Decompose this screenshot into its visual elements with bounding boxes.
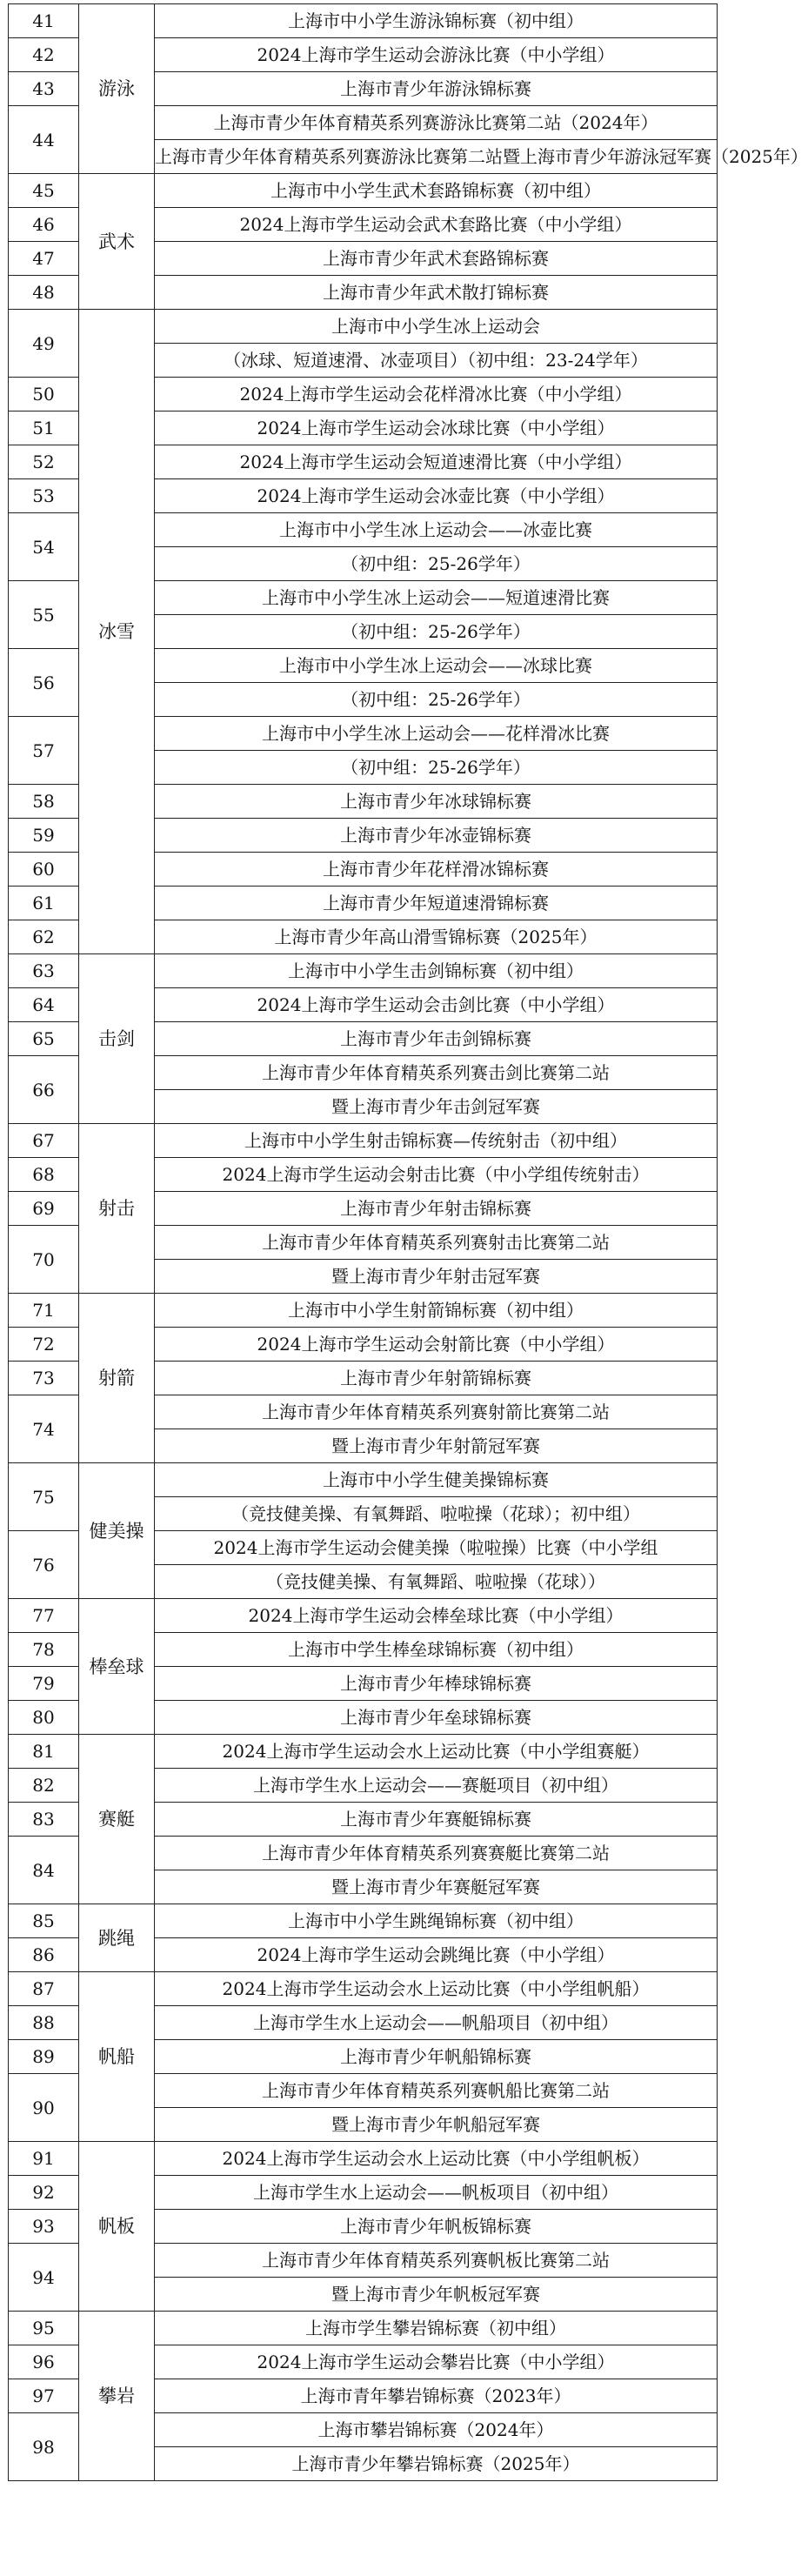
row-number: 55 <box>9 581 79 649</box>
row-number: 63 <box>9 954 79 988</box>
competition-table <box>8 3 808 2481</box>
sport-category: 棒垒球 <box>79 1599 155 1735</box>
competition-name: 2024上海市学生运动会水上运动比赛（中小学组赛艇） <box>155 1735 718 1769</box>
row-number: 62 <box>9 920 79 954</box>
row-number: 74 <box>9 1395 79 1463</box>
competition-name: 上海市中小学生冰上运动会——冰壶比赛 <box>155 513 718 547</box>
row-number: 69 <box>9 1192 79 1226</box>
row-number: 54 <box>9 513 79 581</box>
row-number: 68 <box>9 1158 79 1192</box>
competition-name: （竞技健美操、有氧舞蹈、啦啦操（花球）） <box>155 1565 718 1599</box>
competition-name: 上海市青少年高山滑雪锦标赛（2025年） <box>155 920 718 954</box>
competition-name: 上海市中小学生射击锦标赛—传统射击（初中组） <box>155 1124 718 1158</box>
competition-name: 2024上海市学生运动会跳绳比赛（中小学组） <box>155 1938 718 1972</box>
sport-category: 射击 <box>79 1124 155 1294</box>
sport-category: 健美操 <box>79 1463 155 1599</box>
competition-name: 上海市青少年帆船锦标赛 <box>155 2040 718 2074</box>
competition-name: （初中组：25-26学年） <box>155 683 718 717</box>
row-number: 70 <box>9 1226 79 1294</box>
competition-name: 上海市攀岩锦标赛（2024年） <box>155 2413 718 2447</box>
competition-name: 2024上海市学生运动会击剑比赛（中小学组） <box>155 988 718 1022</box>
table-row <box>9 1124 718 1158</box>
competition-name: 暨上海市青少年击剑冠军赛 <box>155 1090 718 1124</box>
competition-name: 上海市中小学生健美操锦标赛 <box>155 1463 718 1497</box>
row-number: 48 <box>9 276 79 310</box>
table-row <box>9 174 718 208</box>
competition-name: 2024上海市学生运动会水上运动比赛（中小学组帆板） <box>155 2142 718 2176</box>
table-row <box>9 2142 718 2176</box>
row-number: 94 <box>9 2244 79 2312</box>
competition-name: 上海市青少年击剑锦标赛 <box>155 1022 718 1056</box>
competition-name: 2024上海市学生运动会健美操（啦啦操）比赛（中小学组 <box>155 1531 718 1565</box>
competition-name: 暨上海市青少年射击冠军赛 <box>155 1260 718 1294</box>
competition-name: 上海市中学生棒垒球锦标赛（初中组） <box>155 1633 718 1667</box>
row-number: 98 <box>9 2413 79 2481</box>
row-number: 52 <box>9 445 79 479</box>
table-row <box>9 4 718 38</box>
competition-name: 2024上海市学生运动会攀岩比赛（中小学组） <box>155 2345 718 2379</box>
competition-name: 上海市青少年攀岩锦标赛（2025年） <box>155 2447 718 2481</box>
competition-name: 2024上海市学生运动会射箭比赛（中小学组） <box>155 1328 718 1362</box>
row-number: 75 <box>9 1463 79 1531</box>
competition-name: 上海市青年攀岩锦标赛（2023年） <box>155 2379 718 2413</box>
competition-name: 上海市学生攀岩锦标赛（初中组） <box>155 2312 718 2345</box>
sport-category: 赛艇 <box>79 1735 155 1904</box>
row-number: 78 <box>9 1633 79 1667</box>
competition-name: 2024上海市学生运动会花样滑冰比赛（中小学组） <box>155 378 718 411</box>
competition-name: 暨上海市青少年赛艇冠军赛 <box>155 1870 718 1904</box>
row-number: 97 <box>9 2379 79 2413</box>
competition-name: （冰球、短道速滑、冰壶项目）（初中组：23-24学年） <box>155 344 718 378</box>
competition-name: 上海市青少年武术套路锦标赛 <box>155 242 718 276</box>
row-number: 65 <box>9 1022 79 1056</box>
table-row <box>9 1904 718 1938</box>
row-number: 86 <box>9 1938 79 1972</box>
row-number: 58 <box>9 785 79 819</box>
competition-name: （初中组：25-26学年） <box>155 751 718 785</box>
competition-name: 上海市学生水上运动会——赛艇项目（初中组） <box>155 1769 718 1803</box>
competition-name: 暨上海市青少年帆船冠军赛 <box>155 2108 718 2142</box>
sport-category: 游泳 <box>79 4 155 174</box>
competition-name: 上海市青少年体育精英系列赛帆船比赛第二站 <box>155 2074 718 2108</box>
row-number: 57 <box>9 717 79 785</box>
competition-name: （初中组：25-26学年） <box>155 615 718 649</box>
competition-name: 2024上海市学生运动会射击比赛（中小学组传统射击） <box>155 1158 718 1192</box>
competition-name: （竞技健美操、有氧舞蹈、啦啦操（花球）；初中组） <box>155 1497 718 1531</box>
competition-name: 上海市青少年体育精英系列赛射箭比赛第二站 <box>155 1395 718 1429</box>
row-number: 66 <box>9 1056 79 1124</box>
competition-name: 上海市中小学生射箭锦标赛（初中组） <box>155 1294 718 1328</box>
competition-name: 2024上海市学生运动会冰球比赛（中小学组） <box>155 411 718 445</box>
row-number: 77 <box>9 1599 79 1633</box>
competition-name: 2024上海市学生运动会冰壶比赛（中小学组） <box>155 479 718 513</box>
row-number: 84 <box>9 1837 79 1904</box>
competition-name: 上海市中小学生冰上运动会——短道速滑比赛 <box>155 581 718 615</box>
competition-name: 上海市青少年体育精英系列赛赛艇比赛第二站 <box>155 1837 718 1870</box>
row-number: 83 <box>9 1803 79 1837</box>
competition-name: 上海市青少年赛艇锦标赛 <box>155 1803 718 1837</box>
competition-name: 2024上海市学生运动会棒垒球比赛（中小学组） <box>155 1599 718 1633</box>
competition-name: 暨上海市青少年射箭冠军赛 <box>155 1429 718 1463</box>
competition-name: 上海市中小学生冰上运动会——花样滑冰比赛 <box>155 717 718 751</box>
row-number: 49 <box>9 310 79 378</box>
competition-name: 暨上海市青少年帆板冠军赛 <box>155 2278 718 2312</box>
sport-category: 帆板 <box>79 2142 155 2312</box>
row-number: 47 <box>9 242 79 276</box>
sport-category: 帆船 <box>79 1972 155 2142</box>
row-number: 44 <box>9 106 79 174</box>
row-number: 42 <box>9 38 79 72</box>
competition-name: 上海市青少年帆板锦标赛 <box>155 2210 718 2244</box>
row-number: 88 <box>9 2006 79 2040</box>
row-number: 73 <box>9 1362 79 1395</box>
row-number: 43 <box>9 72 79 106</box>
row-number: 79 <box>9 1667 79 1701</box>
competition-name: 上海市青少年花样滑冰锦标赛 <box>155 853 718 887</box>
table-row <box>9 1294 718 1328</box>
competition-name: 上海市学生水上运动会——帆船项目（初中组） <box>155 2006 718 2040</box>
competition-name: 上海市中小学生跳绳锦标赛（初中组） <box>155 1904 718 1938</box>
row-number: 67 <box>9 1124 79 1158</box>
competition-name: 上海市青少年体育精英系列赛射击比赛第二站 <box>155 1226 718 1260</box>
competition-name: 上海市青少年体育精英系列赛游泳比赛第二站暨上海市青少年游泳冠军赛（2025年） <box>155 140 718 174</box>
row-number: 59 <box>9 819 79 853</box>
table-row <box>9 1599 718 1633</box>
competition-name: 2024上海市学生运动会武术套路比赛（中小学组） <box>155 208 718 242</box>
row-number: 93 <box>9 2210 79 2244</box>
row-number: 46 <box>9 208 79 242</box>
competition-name: 上海市青少年冰球锦标赛 <box>155 785 718 819</box>
competition-name: 上海市青少年射击锦标赛 <box>155 1192 718 1226</box>
sport-category: 攀岩 <box>79 2312 155 2481</box>
competition-name: 上海市青少年短道速滑锦标赛 <box>155 887 718 920</box>
competition-name: 上海市学生水上运动会——帆板项目（初中组） <box>155 2176 718 2210</box>
row-number: 51 <box>9 411 79 445</box>
competition-name: 上海市青少年冰壶锦标赛 <box>155 819 718 853</box>
competition-name: 上海市青少年体育精英系列赛游泳比赛第二站（2024年） <box>155 106 718 140</box>
sport-category: 射箭 <box>79 1294 155 1463</box>
competition-name: 2024上海市学生运动会水上运动比赛（中小学组帆船） <box>155 1972 718 2006</box>
sport-category: 武术 <box>79 174 155 310</box>
row-number: 95 <box>9 2312 79 2345</box>
competition-name: 上海市中小学生武术套路锦标赛（初中组） <box>155 174 718 208</box>
row-number: 61 <box>9 887 79 920</box>
table-row <box>9 310 718 344</box>
competition-name: 上海市中小学生游泳锦标赛（初中组） <box>155 4 718 38</box>
row-number: 64 <box>9 988 79 1022</box>
row-number: 50 <box>9 378 79 411</box>
row-number: 89 <box>9 2040 79 2074</box>
row-number: 80 <box>9 1701 79 1735</box>
row-number: 90 <box>9 2074 79 2142</box>
competition-name: 2024上海市学生运动会短道速滑比赛（中小学组） <box>155 445 718 479</box>
row-number: 71 <box>9 1294 79 1328</box>
sport-category: 击剑 <box>79 954 155 1124</box>
row-number: 87 <box>9 1972 79 2006</box>
table-row <box>9 1972 718 2006</box>
row-number: 56 <box>9 649 79 717</box>
table-row <box>9 954 718 988</box>
competition-name: 上海市青少年体育精英系列赛击剑比赛第二站 <box>155 1056 718 1090</box>
row-number: 41 <box>9 4 79 38</box>
table-row <box>9 2312 718 2345</box>
row-number: 82 <box>9 1769 79 1803</box>
row-number: 60 <box>9 853 79 887</box>
table-body <box>9 4 808 2481</box>
row-number: 91 <box>9 2142 79 2176</box>
row-number: 96 <box>9 2345 79 2379</box>
competition-name: 上海市中小学生冰上运动会 <box>155 310 718 344</box>
competition-name: （初中组：25-26学年） <box>155 547 718 581</box>
competition-name: 上海市青少年武术散打锦标赛 <box>155 276 718 310</box>
competition-name: 上海市青少年棒球锦标赛 <box>155 1667 718 1701</box>
table-row <box>9 1463 718 1497</box>
row-number: 72 <box>9 1328 79 1362</box>
row-number: 53 <box>9 479 79 513</box>
sport-category: 冰雪 <box>79 310 155 954</box>
competition-name: 上海市中小学生击剑锦标赛（初中组） <box>155 954 718 988</box>
competition-name: 上海市青少年游泳锦标赛 <box>155 72 718 106</box>
competition-name: 上海市中小学生冰上运动会——冰球比赛 <box>155 649 718 683</box>
row-number: 81 <box>9 1735 79 1769</box>
table-row <box>9 1735 718 1769</box>
row-number: 45 <box>9 174 79 208</box>
sport-category: 跳绳 <box>79 1904 155 1972</box>
competition-name: 上海市青少年垒球锦标赛 <box>155 1701 718 1735</box>
competition-name: 上海市青少年射箭锦标赛 <box>155 1362 718 1395</box>
row-number: 76 <box>9 1531 79 1599</box>
row-number: 85 <box>9 1904 79 1938</box>
competition-name: 上海市青少年体育精英系列赛帆板比赛第二站 <box>155 2244 718 2278</box>
competition-name: 2024上海市学生运动会游泳比赛（中小学组） <box>155 38 718 72</box>
row-number: 92 <box>9 2176 79 2210</box>
